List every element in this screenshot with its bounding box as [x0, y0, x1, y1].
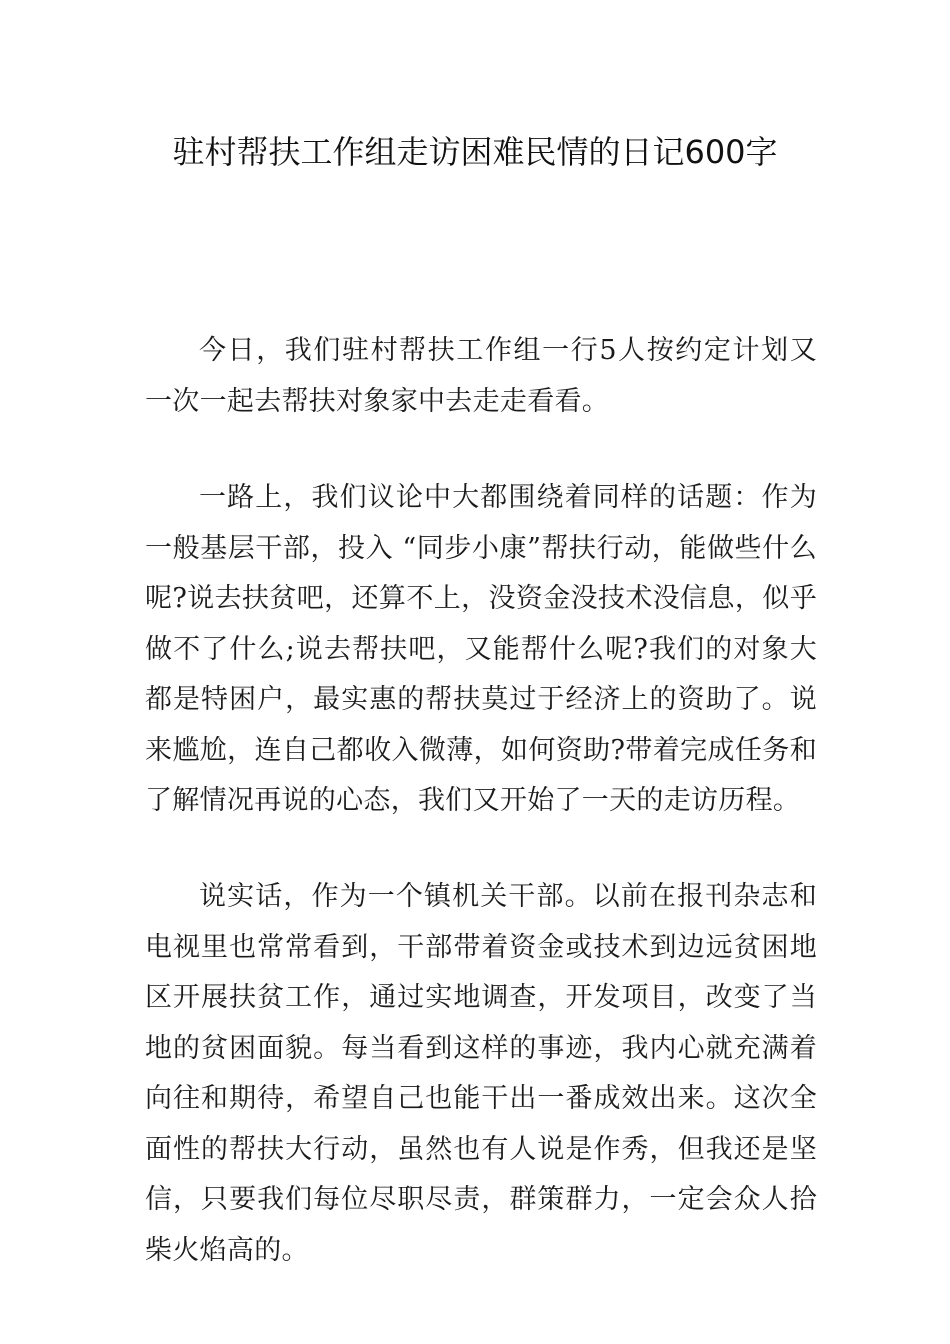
document-title: 驻村帮扶工作组走访困难民情的日记600字	[172, 133, 778, 171]
paragraph-2: 一路上，我们议论中大都围绕着同样的话题：作为一般基层干部，投入 “同步小康”帮扶行动，能做些什么呢?说去扶贫吧，还算不上，没资金没技术没信息，似乎做不了什么;说去帮扶吧，又能帮什么呢?我们的对象大都是特困户，最实惠的帮扶莫过于经济上的资助了。说来尴尬，连自己都收入微薄，如何资助?带着完成任务和了解情况再说的心态，我们又开始了一天的走访历程。	[145, 482, 817, 816]
paragraph-1: 今日，我们驻村帮扶工作组一行5人按约定计划又一次一起去帮扶对象家中去走走看看。	[145, 335, 817, 417]
paragraph-3: 说实话，作为一个镇机关干部。以前在报刊杂志和电视里也常常看到，干部带着资金或技术到边远贫困地区开展扶贫工作，通过实地调查，开发项目，改变了当地的贫困面貌。每当看到这样的事迹，我内心就充满着向往和期待，希望自己也能干出一番成效出来。这次全面性的帮扶大行动，虽然也有人说是作秀，但我还是坚信，只要我们每位尽职尽责，群策群力，一定会众人拾柴火焰高的。	[145, 881, 817, 1266]
